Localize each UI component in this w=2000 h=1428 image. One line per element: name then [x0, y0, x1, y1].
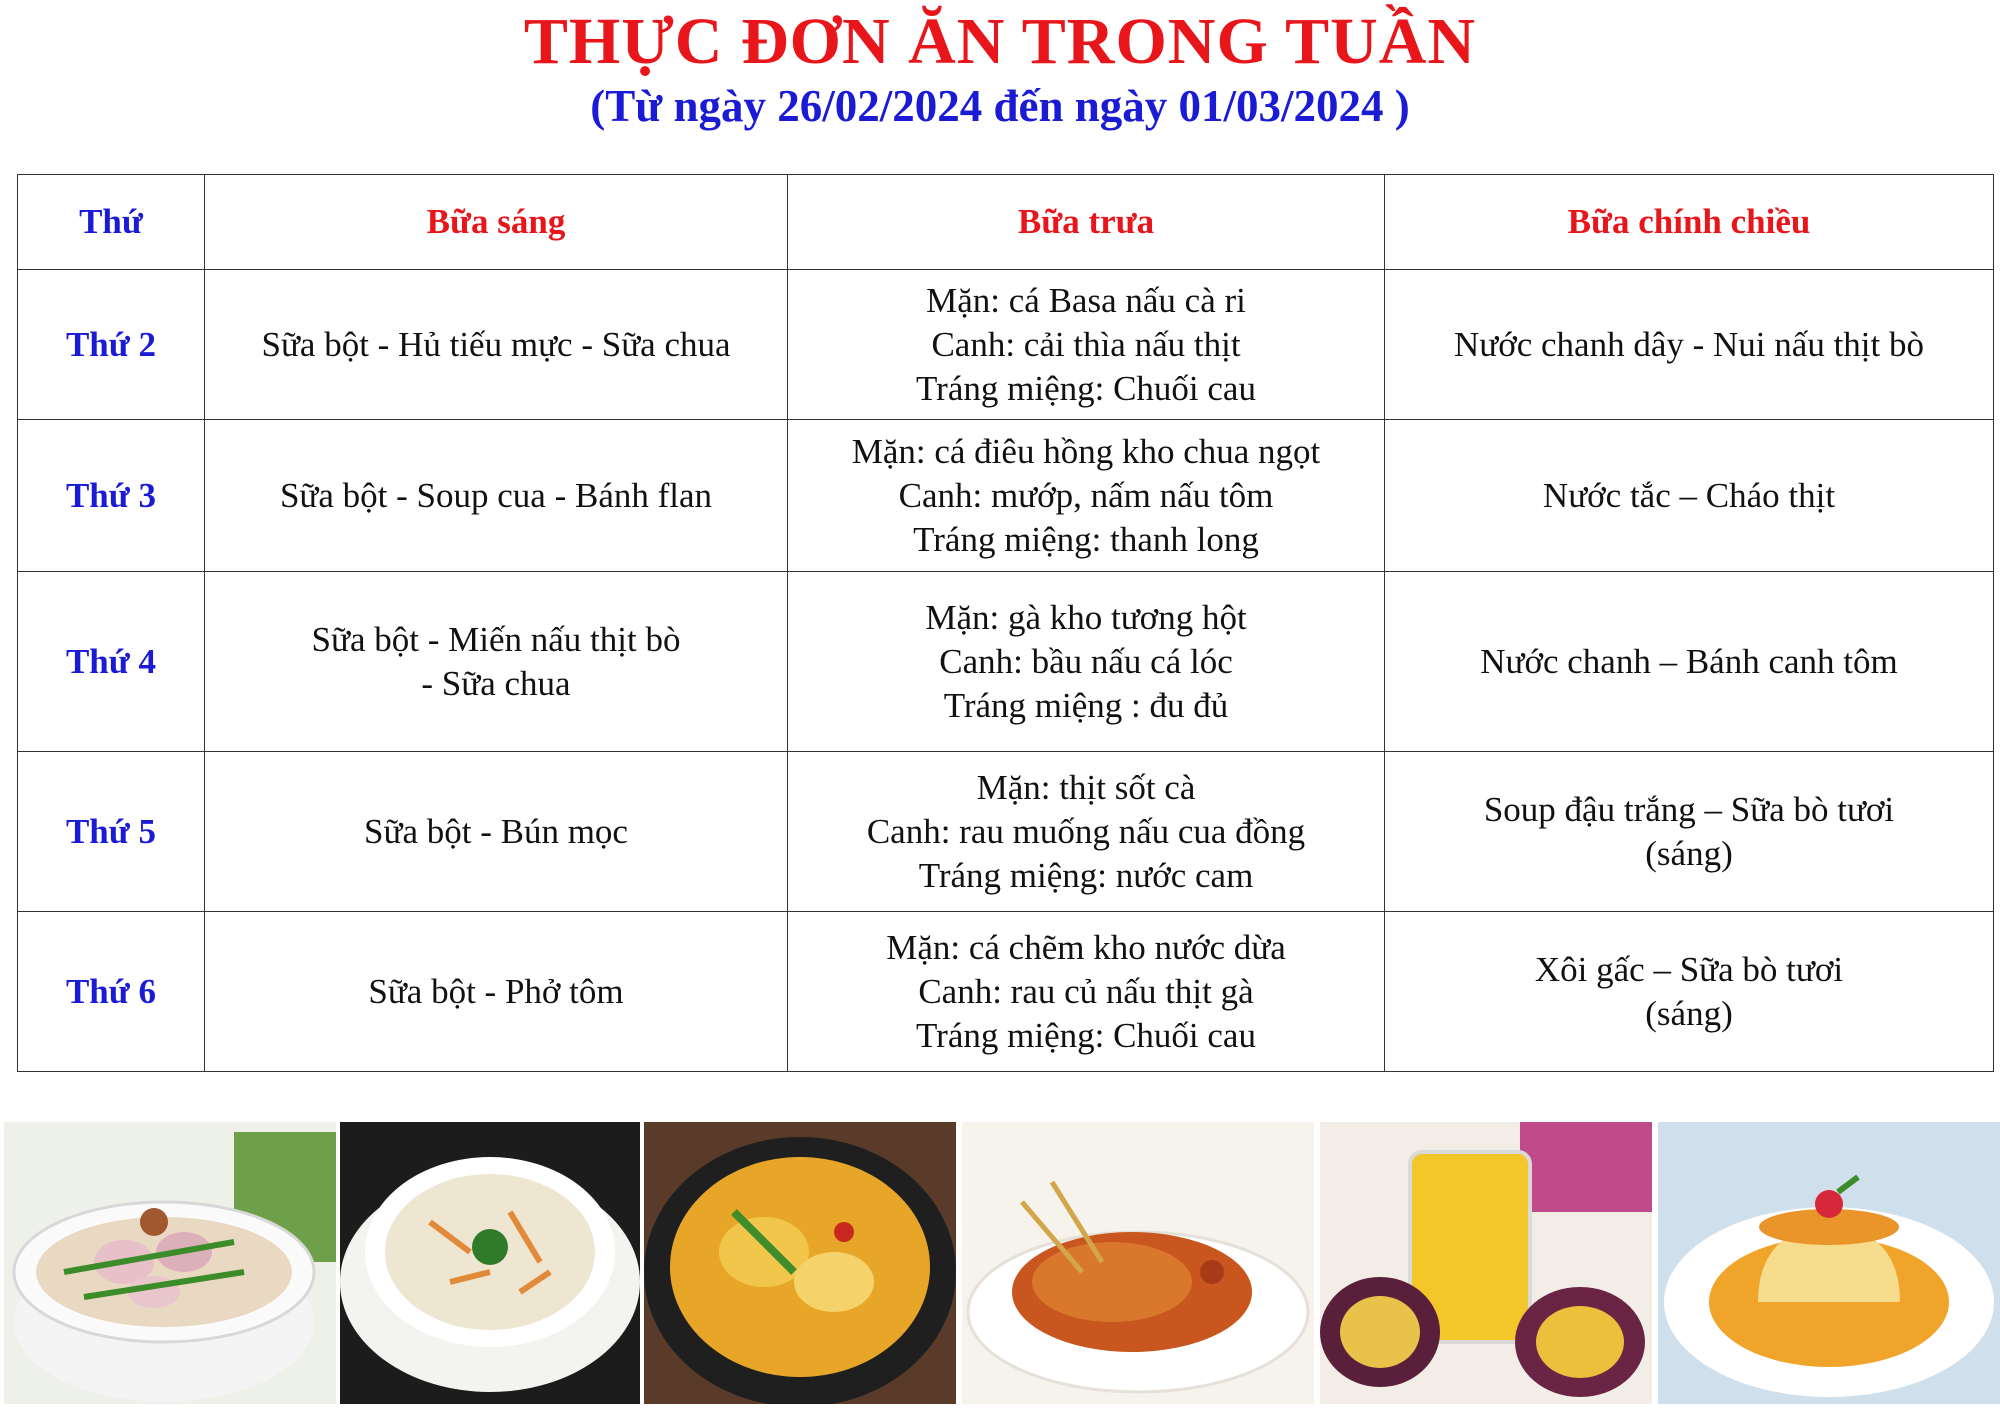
breakfast-line: - Sữa chua [421, 663, 571, 703]
day-label: Thứ 5 [18, 752, 205, 912]
dinner-cell [1385, 912, 1994, 1072]
lunch-line: Tráng miệng: thanh long [913, 519, 1259, 559]
day-label: Thứ 4 [18, 572, 205, 752]
breakfast-cell [205, 752, 788, 912]
lunch-line: Mặn: thịt sốt cà [976, 767, 1196, 807]
dinner-cell [1385, 572, 1994, 752]
lunch-line: Tráng miệng : đu đủ [943, 685, 1229, 725]
breakfast-cell [205, 572, 788, 752]
lunch-line: Canh: rau muống nấu cua đồng [866, 811, 1306, 851]
weekly-menu-table [17, 174, 1994, 1072]
breakfast-cell [205, 270, 788, 420]
menu-row [18, 572, 1994, 752]
page-title: THỰC ĐƠN ĂN TRONG TUẦN [523, 5, 1477, 78]
passion-fruit-juice-photo [1320, 1122, 1652, 1404]
day-label: Thứ 2 [18, 270, 205, 420]
date-range-subtitle: (Từ ngày 26/02/2024 đến ngày 01/03/2024 ) [590, 81, 1410, 131]
dinner-line: Nước chanh dây - Nui nấu thịt bò [1453, 324, 1924, 364]
breakfast-line: Sữa bột - Soup cua - Bánh flan [279, 475, 713, 515]
curry-fish-photo [644, 1122, 956, 1404]
lunch-line: Tráng miệng: nước cam [918, 855, 1254, 895]
day-label: Thứ 6 [18, 912, 205, 1072]
lunch-cell [788, 270, 1385, 420]
dinner-line: Nước chanh – Bánh canh tôm [1480, 641, 1898, 681]
header-day: Thứ [18, 175, 205, 270]
dinner-cell [1385, 420, 1994, 572]
dinner-line: Soup đậu trắng – Sữa bò tươi [1483, 789, 1895, 829]
breakfast-line: Sữa bột - Bún mọc [364, 811, 628, 851]
squid-noodle-soup-photo [4, 1122, 336, 1404]
lunch-cell [788, 572, 1385, 752]
day-label: Thứ 3 [18, 420, 205, 572]
breakfast-line: Sữa bột - Hủ tiếu mực - Sữa chua [261, 324, 731, 364]
crab-soup-photo [340, 1122, 640, 1404]
breakfast-line: Sữa bột - Phở tôm [368, 971, 624, 1011]
breakfast-line: Sữa bột - Miến nấu thịt bò [311, 619, 681, 659]
lunch-line: Canh: bầu nấu cá lóc [939, 641, 1233, 681]
header-row [18, 175, 1994, 270]
dinner-line: (sáng) [1645, 993, 1733, 1033]
dinner-line: Nước tắc – Cháo thịt [1542, 475, 1836, 515]
lunch-cell [788, 752, 1385, 912]
lunch-line: Mặn: cá chẽm kho nước dừa [886, 927, 1286, 967]
lunch-line: Mặn: gà kho tương hột [925, 597, 1247, 637]
lunch-cell [788, 420, 1385, 572]
lunch-line: Canh: mướp, nấm nấu tôm [898, 475, 1274, 515]
lunch-line: Canh: cải thìa nấu thịt [931, 324, 1241, 364]
lunch-line: Mặn: cá điêu hồng kho chua ngọt [851, 431, 1321, 471]
dinner-cell [1385, 270, 1994, 420]
dinner-line: Xôi gấc – Sữa bò tươi [1534, 949, 1844, 989]
lunch-line: Tráng miệng: Chuối cau [916, 368, 1256, 408]
breakfast-cell [205, 420, 788, 572]
food-photo-strip [0, 1122, 2000, 1404]
breakfast-cell [205, 912, 788, 1072]
dinner-cell [1385, 752, 1994, 912]
lunch-cell [788, 912, 1385, 1072]
header-dinner: Bữa chính chiều [1385, 175, 1994, 270]
fried-fish-photo [962, 1122, 1314, 1404]
menu-row [18, 270, 1994, 420]
menu-row [18, 912, 1994, 1072]
lunch-line: Mặn: cá Basa nấu cà ri [926, 280, 1246, 320]
flan-caramel-photo [1658, 1122, 2000, 1404]
menu-row [18, 752, 1994, 912]
lunch-line: Canh: rau củ nấu thịt gà [918, 971, 1254, 1011]
dinner-line: (sáng) [1645, 833, 1733, 873]
header-breakfast: Bữa sáng [205, 175, 788, 270]
menu-row [18, 420, 1994, 572]
header-lunch: Bữa trưa [788, 175, 1385, 270]
lunch-line: Tráng miệng: Chuối cau [916, 1015, 1256, 1055]
